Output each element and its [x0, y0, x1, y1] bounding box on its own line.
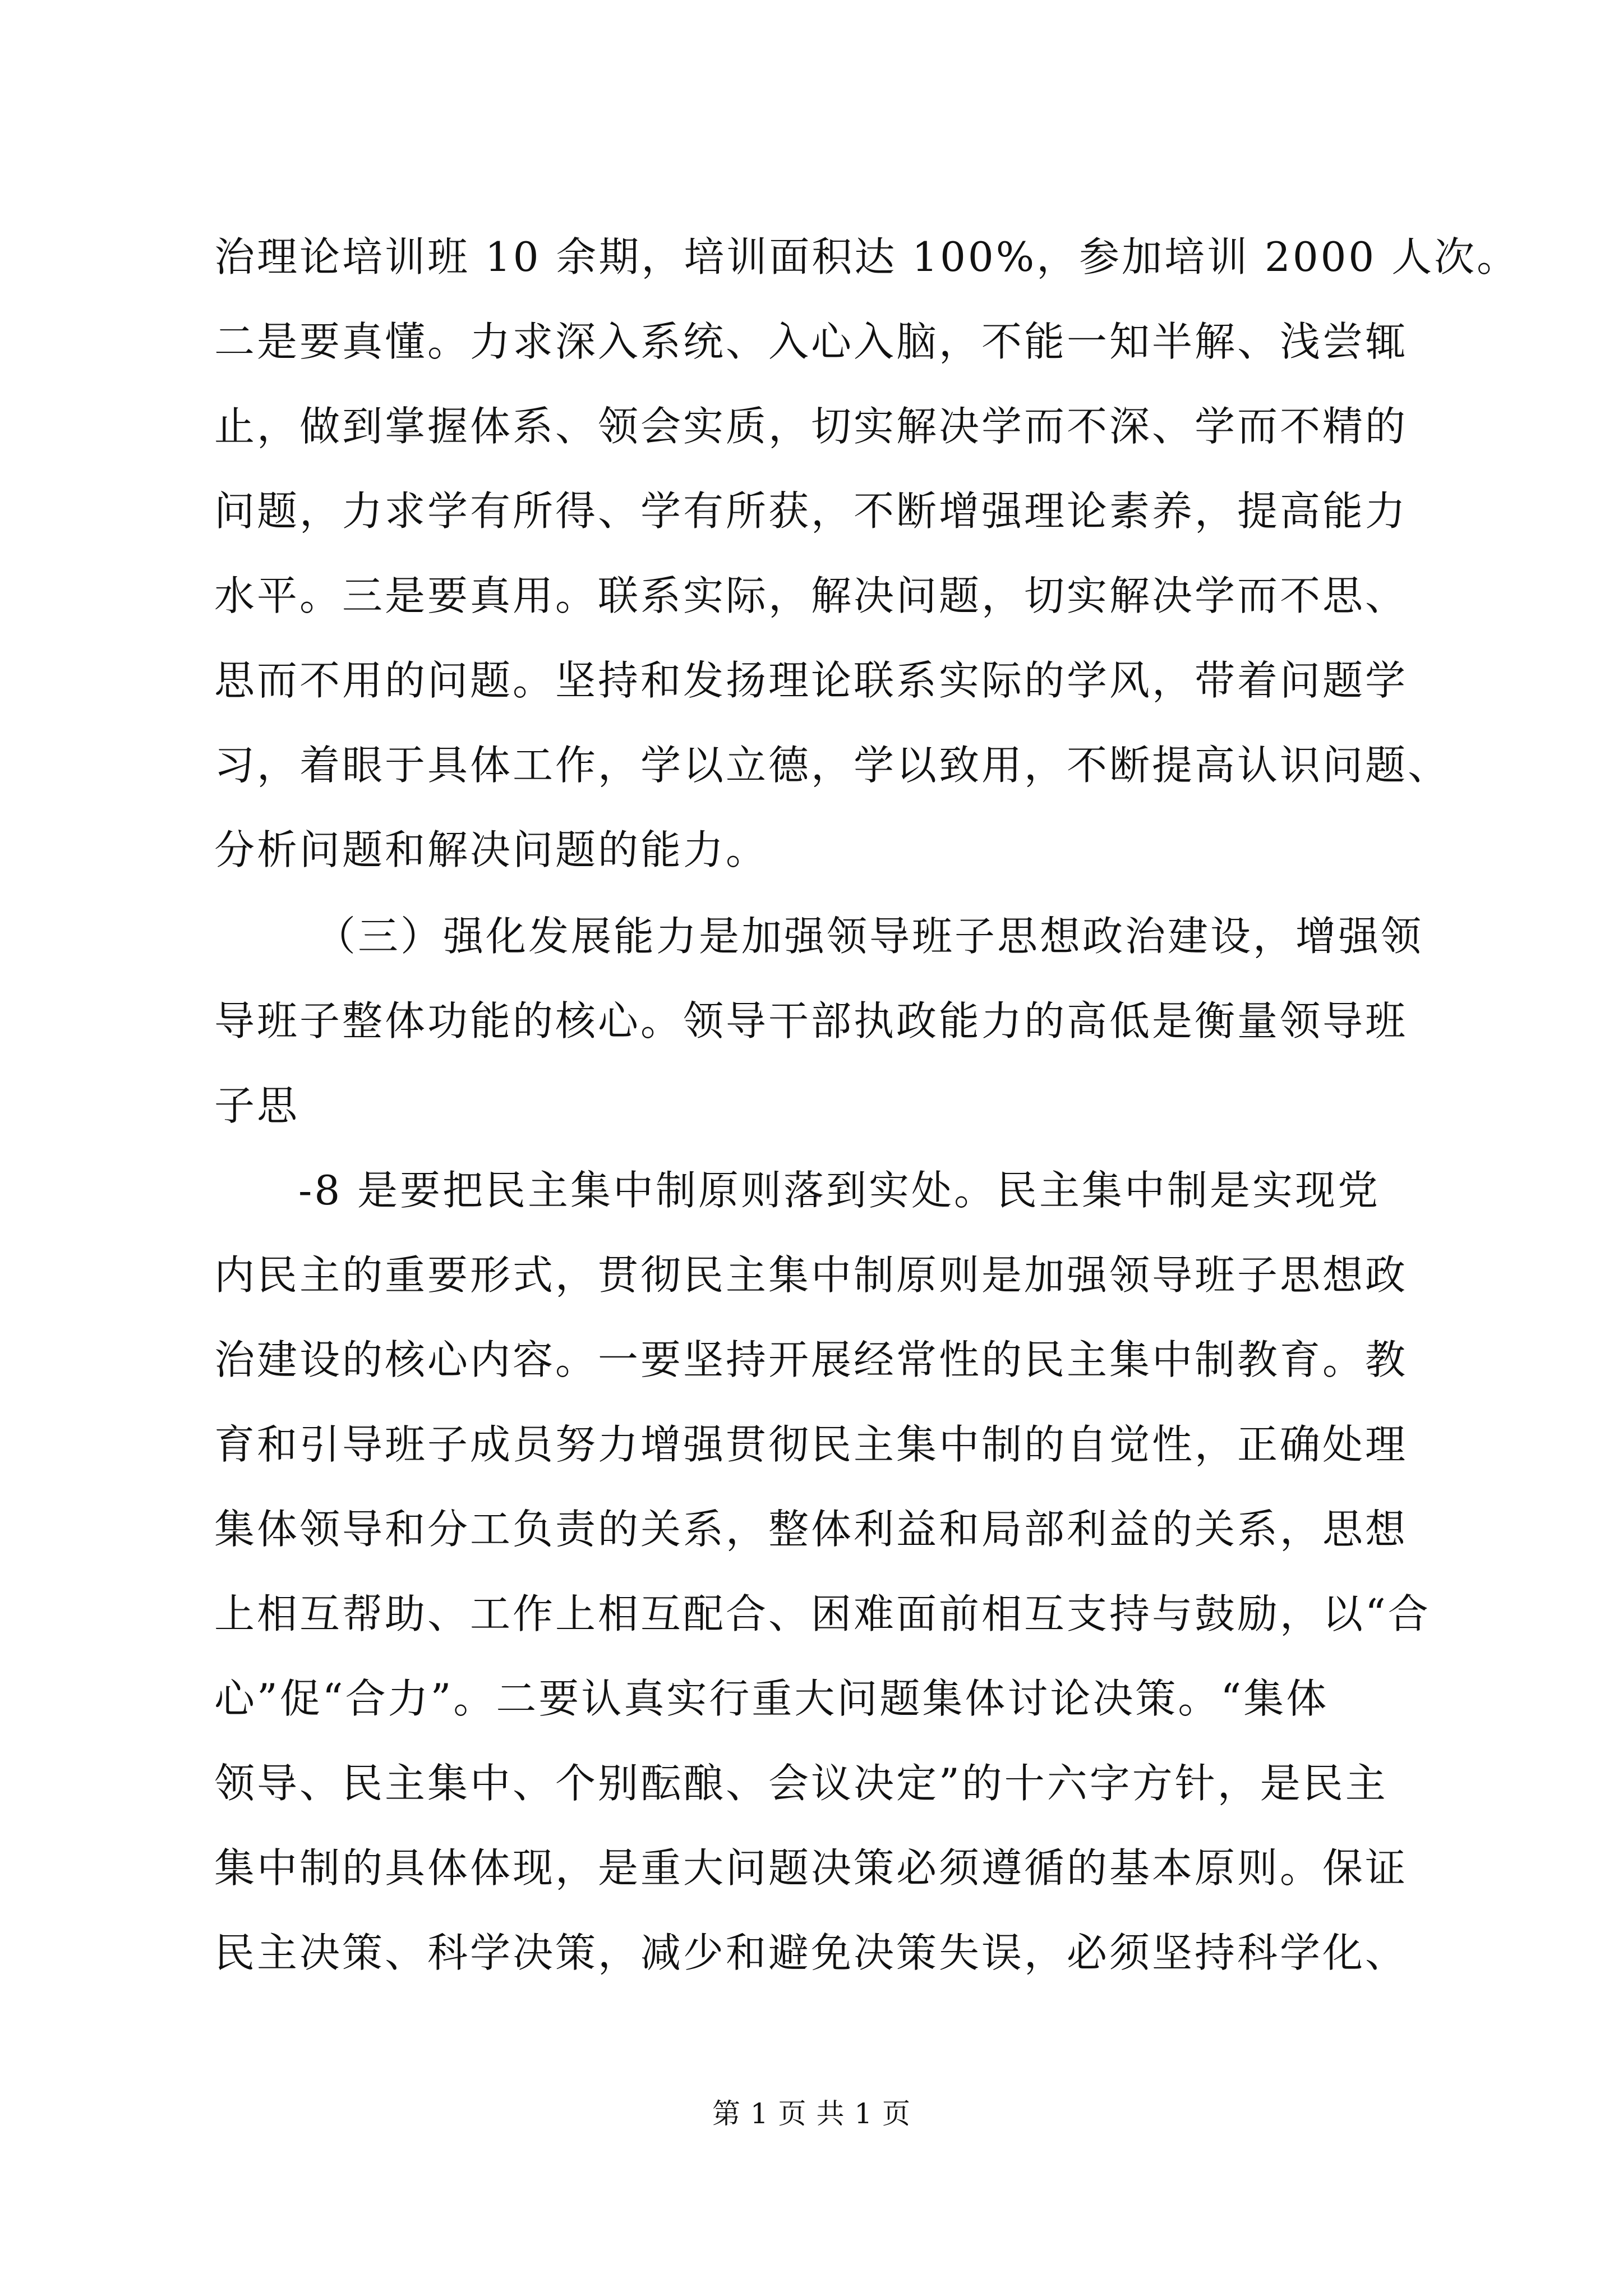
paragraph-3 — [214, 1148, 1431, 1995]
paragraph-line: 问题，力求学有所得、学有所获，不断增强理论素养，提高能力 — [214, 487, 1408, 535]
paragraph-line: 导班子整体功能的核心。领导干部执政能力的高低是衡量领导班 — [214, 997, 1408, 1045]
paragraph-line: 思而不用的问题。坚持和发扬理论联系实际的学风，带着问题学 — [214, 657, 1408, 704]
paragraph-line: 心”促“合力”。二要认真实行重大问题集体讨论决策。“集体 — [214, 1675, 1329, 1722]
paragraph-line: 止，做到掌握体系、领会实质，切实解决学而不深、学而不精的 — [214, 403, 1408, 450]
paragraph-line: 治建设的核心内容。一要坚持开展经常性的民主集中制教育。教 — [214, 1336, 1408, 1383]
paragraph-line: 水平。三是要真用。联系实际，解决问题，切实解决学而不思、 — [214, 572, 1408, 619]
paragraph-line: 治理论培训班 10 余期，培训面积达 100%，参加培训 2000 人次。 — [214, 233, 1520, 280]
paragraph-line: 子思 — [214, 1082, 300, 1129]
paragraph-1 — [214, 215, 1520, 892]
paragraph-line: 育和引导班子成员努力增强贯彻民主集中制的自觉性，正确处理 — [214, 1421, 1408, 1468]
paragraph-line: 二是要真懂。力求深入系统、入心入脑，不能一知半解、浅尝辄 — [214, 318, 1408, 365]
paragraph-line: 上相互帮助、工作上相互配合、困难面前相互支持与鼓励，以“合 — [214, 1590, 1431, 1637]
paragraph-line: 集体领导和分工负责的关系，整体利益和局部利益的关系，思想 — [214, 1506, 1408, 1553]
paragraph-line: 习，着眼于具体工作，学以立德，学以致用，不断提高认识问题、 — [214, 742, 1451, 789]
paragraph-line: -8 是要把民主集中制原则落到实处。民主集中制是实现党 — [298, 1167, 1381, 1214]
paragraph-line: （三）强化发展能力是加强领导班子思想政治建设，增强领 — [315, 913, 1424, 960]
paragraph-line: 内民主的重要形式，贯彻民主集中制原则是加强领导班子思想政 — [214, 1251, 1408, 1299]
page-footer: 第 1 页 共 1 页 — [712, 2097, 911, 2130]
paragraph-line: 集中制的具体体现，是重大问题决策必须遵循的基本原则。保证 — [214, 1844, 1408, 1892]
paragraph-2 — [214, 894, 1424, 1148]
paragraph-line: 分析问题和解决问题的能力。 — [214, 826, 769, 873]
paragraph-line: 民主决策、科学决策，减少和避免决策失误，必须坚持科学化、 — [214, 1929, 1408, 1976]
paragraph-line: 领导、民主集中、个别酝酿、会议决定”的十六字方针，是民主 — [214, 1760, 1388, 1807]
